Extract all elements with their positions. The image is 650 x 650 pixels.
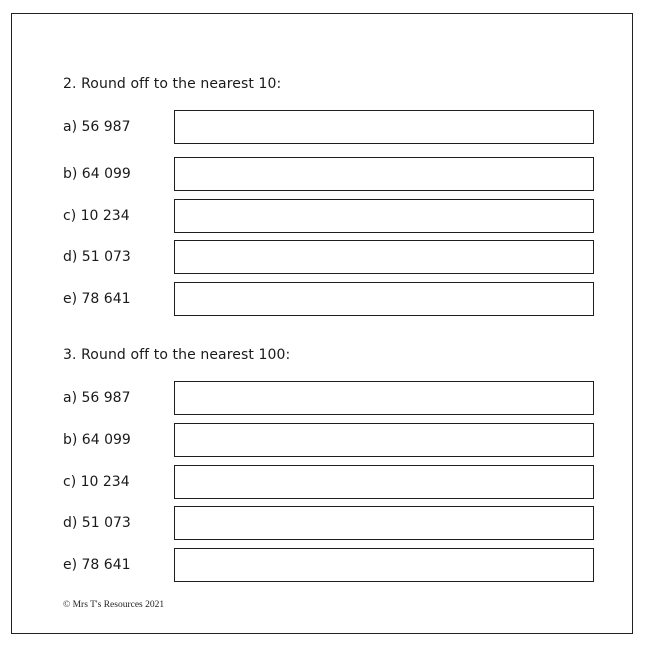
answer-box[interactable]: [174, 423, 594, 457]
question-row: [63, 240, 596, 274]
question-label: b) 64 099: [63, 166, 131, 182]
question-label: e) 78 641: [63, 291, 131, 307]
question-row: [63, 110, 596, 144]
question-label: c) 10 234: [63, 208, 130, 224]
question-row: [63, 506, 596, 540]
question-row: [63, 157, 596, 191]
section-title-nearest-100: 3. Round off to the nearest 100:: [63, 347, 291, 363]
question-label: b) 64 099: [63, 432, 131, 448]
question-label: c) 10 234: [63, 474, 130, 490]
copyright-footer: © Mrs T's Resources 2021: [63, 600, 165, 610]
question-row: [63, 465, 596, 499]
question-label: a) 56 987: [63, 390, 131, 406]
question-label: a) 56 987: [63, 119, 131, 135]
answer-box[interactable]: [174, 157, 594, 191]
section-title-nearest-10: 2. Round off to the nearest 10:: [63, 76, 282, 92]
question-row: [63, 199, 596, 233]
answer-box[interactable]: [174, 548, 594, 582]
question-row: [63, 548, 596, 582]
answer-box[interactable]: [174, 506, 594, 540]
question-label: d) 51 073: [63, 249, 131, 265]
answer-box[interactable]: [174, 110, 594, 144]
question-label: d) 51 073: [63, 515, 131, 531]
answer-box[interactable]: [174, 381, 594, 415]
question-row: [63, 423, 596, 457]
answer-box[interactable]: [174, 199, 594, 233]
answer-box[interactable]: [174, 465, 594, 499]
question-row: [63, 381, 596, 415]
answer-box[interactable]: [174, 282, 594, 316]
question-row: [63, 282, 596, 316]
question-label: e) 78 641: [63, 557, 131, 573]
answer-box[interactable]: [174, 240, 594, 274]
worksheet-page: [11, 13, 633, 634]
